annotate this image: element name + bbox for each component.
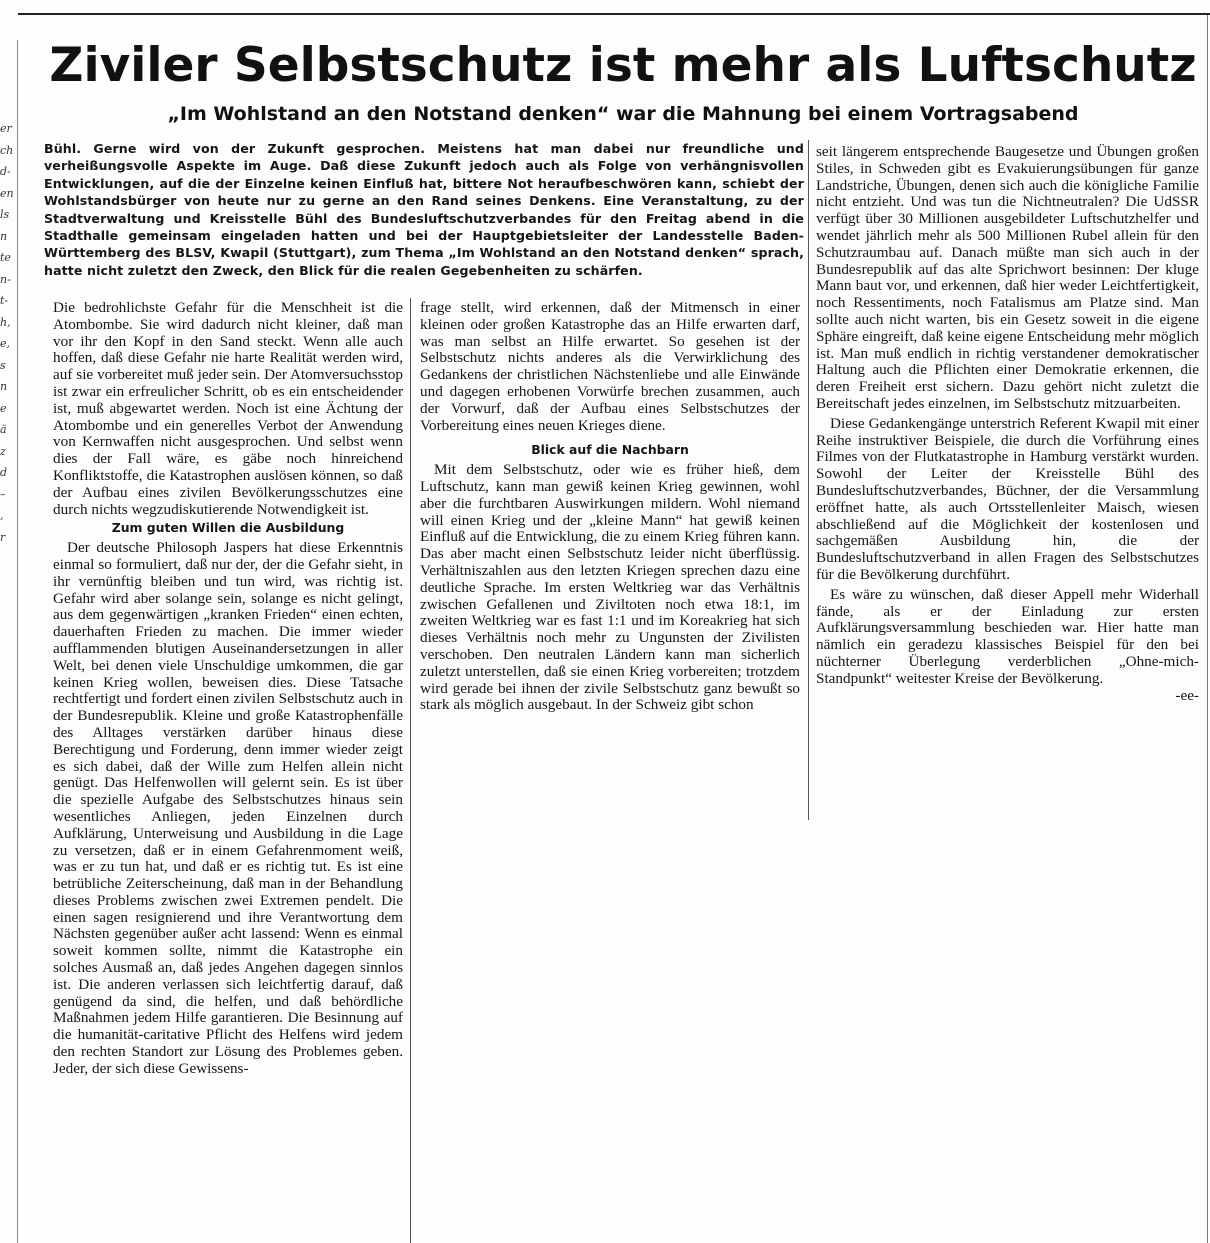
col2-paragraph-2: Mit dem Selbstschutz, oder wie es früher hieß, dem Luftschutz, kann man gewiß keinen Krieg gewinnen, wohl aber die furchtbaren Auswirkungen mildern. Wohl niemand will einen Krieg und der „kleine Mann“ hat gewiß keinen Einfluß auf die Entwicklung, die zu einem Krieg führen kann. Das aber macht einen Selbstschutz leider nicht überflüssig. Verhältniszahlen aus den letzten Kriegen sprechen dazu eine deutliche Sprache. Im ersten Weltkrieg war das Verhältnis zwischen Gefallenen und Ziviltoten noch etwa 18:1, im zweiten Weltkrieg war es fast 1:1 und im Koreakrieg hat sich dieses Verhältnis noch mehr zu Ungunsten der Zivilisten verschoben. Den neutralen Ländern kann man sicherlich zuletzt unterstellen, daß sie einen Krieg vorbereiten; trotzdem wird gerade bei ihnen der zivile Selbstschutz ganz bewußt so stark als möglich ausgebaut. In der Schweiz gibt schon — [420, 461, 800, 714]
column-divider-1 — [410, 298, 411, 1243]
margin-fragment: s — [0, 358, 6, 372]
margin-fragment: r — [0, 530, 6, 544]
margin-fragment: en — [0, 186, 14, 200]
margin-fragment: , — [0, 509, 4, 522]
col3-paragraph-3: Es wäre zu wünschen, daß dieser Appell mehr Widerhall fände, als er der Einladung zur ersten Aufklärungsversammlung beschieden war. Hier hatte man nämlich ein geradezu klassisches Beispiel für den bei nüchterner Überlegung verderblichen „Ohne-mich-Standpunkt“ weitester Kreise der Bevölkerung. — [816, 585, 1199, 687]
col1-subheading: Zum guten Willen die Ausbildung — [111, 520, 345, 536]
left-column-rule — [17, 40, 18, 1243]
column-3 — [816, 144, 1199, 704]
margin-fragment: ch — [0, 143, 14, 157]
column-divider-2 — [808, 140, 809, 820]
margin-fragment: n — [0, 229, 8, 243]
top-rule — [18, 13, 1210, 15]
column-1 — [53, 300, 403, 1078]
margin-fragment: n — [0, 380, 8, 393]
col3-paragraph-1: seit längerem entsprechende Baugesetze und Übungen großen Stiles, in Schweden gibt es Evakuierungsübungen für ganze Landstriche, Übungen, denen sich auch die königliche Familie nicht entzieht. Und was tun die Nichtneutralen? Die UdSSR verfügt über 30 Millionen ausgebildeter Luftschutzhelfer und wendet jährlich mehr als 500 Millionen Rubel allein für den Schutzraumbau auf. Danach müßte man sich auch in der Bundesrepublik auf das alte Sprichwort besinnen: Der kluge Mann baut vor, und erkennen, daß hier weder Leichtfertigkeit, noch Ressentiments, noch Fatalismus am Platze sind. Man sollte auch nicht warten, bis ein Gesetz soweit in die eigene Sphäre eingreift, daß keine eigene Entscheidung mehr möglich ist. Man muß endlich in richtig verstandener demokratischer Haltung auch die Pflichten einer Demokratie erkennen, die deren Freiheit erst sichern. Dazu gehört nicht zuletzt die Bereitschaft jedes einzelnen, im Selbstschutz mitzuarbeiten. — [816, 143, 1199, 412]
right-edge-rule — [1207, 15, 1208, 1243]
col2-subheading: Blick auf die Nachbarn — [531, 442, 689, 458]
col1-paragraph-2: Der deutsche Philosoph Jaspers hat diese Erkenntnis einmal so formuliert, daß nur der, der die Gefahr sieht, in ihr vernünftig bleiben und tun wird, was richtig ist. Gefahr wird aber solange sein, solange es nicht gelingt, aus dem gegenwärtigen „kranken Frieden“ einen echten, dauerhaften Frieden zu machen. Die immer wieder aufflammenden blutigen Auseinandersetzungen in aller Welt, bei denen viele Unschuldige umkommen, die gar keinen Krieg wollen, beweisen dies. Diese Tatsache rechtfertigt und fordert einen zivilen Selbstschutz auch in der Bundesrepublik. Kleine und große Katastrophenfälle des Alltages verstärken darüber hinaus diese Berechtigung und Forderung, denn immer wieder zeigt es sich dabei, daß der Wille zum Helfen allein nicht genügt. Das Helfenwollen will gelernt sein. Es ist über die spezielle Aufgabe des Selbstschutzes hinaus sein wesentliches Anliegen, jeden Einzelnen durch Aufklärung, Unterweisung und Ausbildung in die Lage zu versetzen, daß er in einem Gefahrenmoment weiß, was er zu tun hat, und daß er es richtig tut. Es ist eine betrübliche Zeiterscheinung, daß man in der Behandlung dieses Problems zwischen zwei Extremen pendelt. Die einen sagen resignierend und ihre Verantwortung dem Nächsten gegenüber außer acht lassend: Wenn es einmal soweit kommen sollte, nimmt die Katastrophe ein solches Ausmaß an, daß jedes Angehen dagegen sinnlos ist. Die anderen verlassen sich leichtfertig darauf, daß genügend da sind, die helfen, und daß behördliche Maßnahmen jedem Hilfe garantieren. Die Besinnung auf die humanität-caritative Pflicht des Helfens wird jedem den rechten Standort zur Lösung des Problemes geben. Jeder, der sich diese Gewissens- — [53, 539, 403, 1077]
margin-fragment: – — [0, 487, 6, 501]
margin-fragment: e — [0, 401, 7, 415]
author-signature: -ee- — [1175, 686, 1199, 704]
margin-fragment: z — [0, 444, 6, 458]
margin-fragment: t- — [0, 294, 9, 307]
col1-paragraph-1: Die bedrohlichste Gefahr für die Menschheit ist die Atombombe. Sie wird dadurch nicht kleiner, daß man vor ihr den Kopf in den Sand steckt. Wenn alle auch hoffen, daß diese Gefahr nie harte Realität werden wird, auf sie vorbereitet muß jeder sein. Der Atomversuchsstop ist zwar ein erfreulicher Schritt, ob es ein entscheidender ist, muß abgewartet werden. Noch ist eine Ächtung der Atombombe und ein generelles Verbot der Anwendung von Kernwaffen nicht ausgesprochen. Und selbst wenn dies der Fall wäre, es gäbe noch hinreichend Konfliktstoffe, die Katastrophen auslösen können, so daß der Aufbau eines zivilen Bevölkerungsschutzes eine durch nichts wegzudiskutierende Notwendigkeit ist. — [53, 299, 403, 518]
margin-fragment: er — [0, 122, 12, 135]
margin-fragment: ls — [0, 208, 10, 221]
margin-fragment: e, — [0, 337, 11, 350]
column-2 — [420, 300, 800, 714]
adjacent-article-fragments — [0, 118, 14, 548]
subheadline: „Im Wohlstand an den Notstand denken“ war die Mahnung bei einem Vortragsabend — [167, 103, 1079, 125]
col3-paragraph-2: Diese Gedankengänge unterstrich Referent Kwapil mit einer Reihe instruktiver Beispiele, die durch die Vorführung eines Filmes von der Flutkatastrophe in Hamburg verstärkt wurden. Sowohl der Leiter der Kreisstelle Bühl des Bundesluftschutzverbandes, Büchner, der die Versammlung eröffnet hatte, als auch Ortsstellenleiter Maisch, wiesen abschließend auf die Möglichkeit der kostenlosen und sachgemäßen Ausbildung hin, die der Bundesluftschutzverband in allen Fragen des Selbstschutzes für die Bevölkerung durchführt. — [816, 414, 1199, 583]
margin-fragment: h, — [0, 315, 11, 329]
margin-fragment: d — [0, 466, 8, 479]
lead-text: Bühl. Gerne wird von der Zukunft gesprochen. Meistens hat man dabei nur freundliche und verheißungsvolle Aspekte im Auge. Daß diese Zukunft jedoch auch als Folge von verhängnisvollen Entwicklungen, auf die der Einzelne keinen Einfluß hat, bittere Not heraufbeschwören kann, schiebt der Wohlstandsbürger von heute nur zu gerne an den Rand seines Denkens. Eine Veranstaltung, zu der Stadtverwaltung und Kreisstelle Bühl des Bundesluftschutzverbandes für den Freitag abend in die Stadthalle gemeinsam eingeladen hatten und bei der Hauptgebietsleiter der Landesstelle Baden-Württemberg des BLSV, Kwapil (Stuttgart), zum Thema „Im Wohlstand an den Notstand denken“ sprach, hatte nicht zuletzt den Zweck, den Blick für die realen Gegebenheiten zu schärfen. — [44, 141, 804, 278]
lead-paragraph — [44, 140, 804, 279]
margin-fragment: te — [0, 251, 11, 264]
margin-fragment: ä — [0, 423, 7, 436]
headline: Ziviler Selbstschutz ist mehr als Luftschutz — [49, 38, 1197, 93]
col2-paragraph-1: frage stellt, wird erkennen, daß der Mitmensch in einer kleinen oder großen Katastrophe das an Hilfe erwarten darf, was man selbst an Hilfe erwartet. So gesehen ist der Selbstschutz nichts anderes als die Verwirklichung des Gedankens der christlichen Nächstenliebe und alle Einwände und dagegen erhobenen Vorwürfe brechen zusammen, auch der Vorwurf, daß der Aufbau eines Selbstschutzes der Vorbereitung eines neuen Krieges diene. — [420, 299, 800, 434]
margin-fragment: n- — [0, 272, 11, 286]
margin-fragment: d- — [0, 165, 11, 178]
